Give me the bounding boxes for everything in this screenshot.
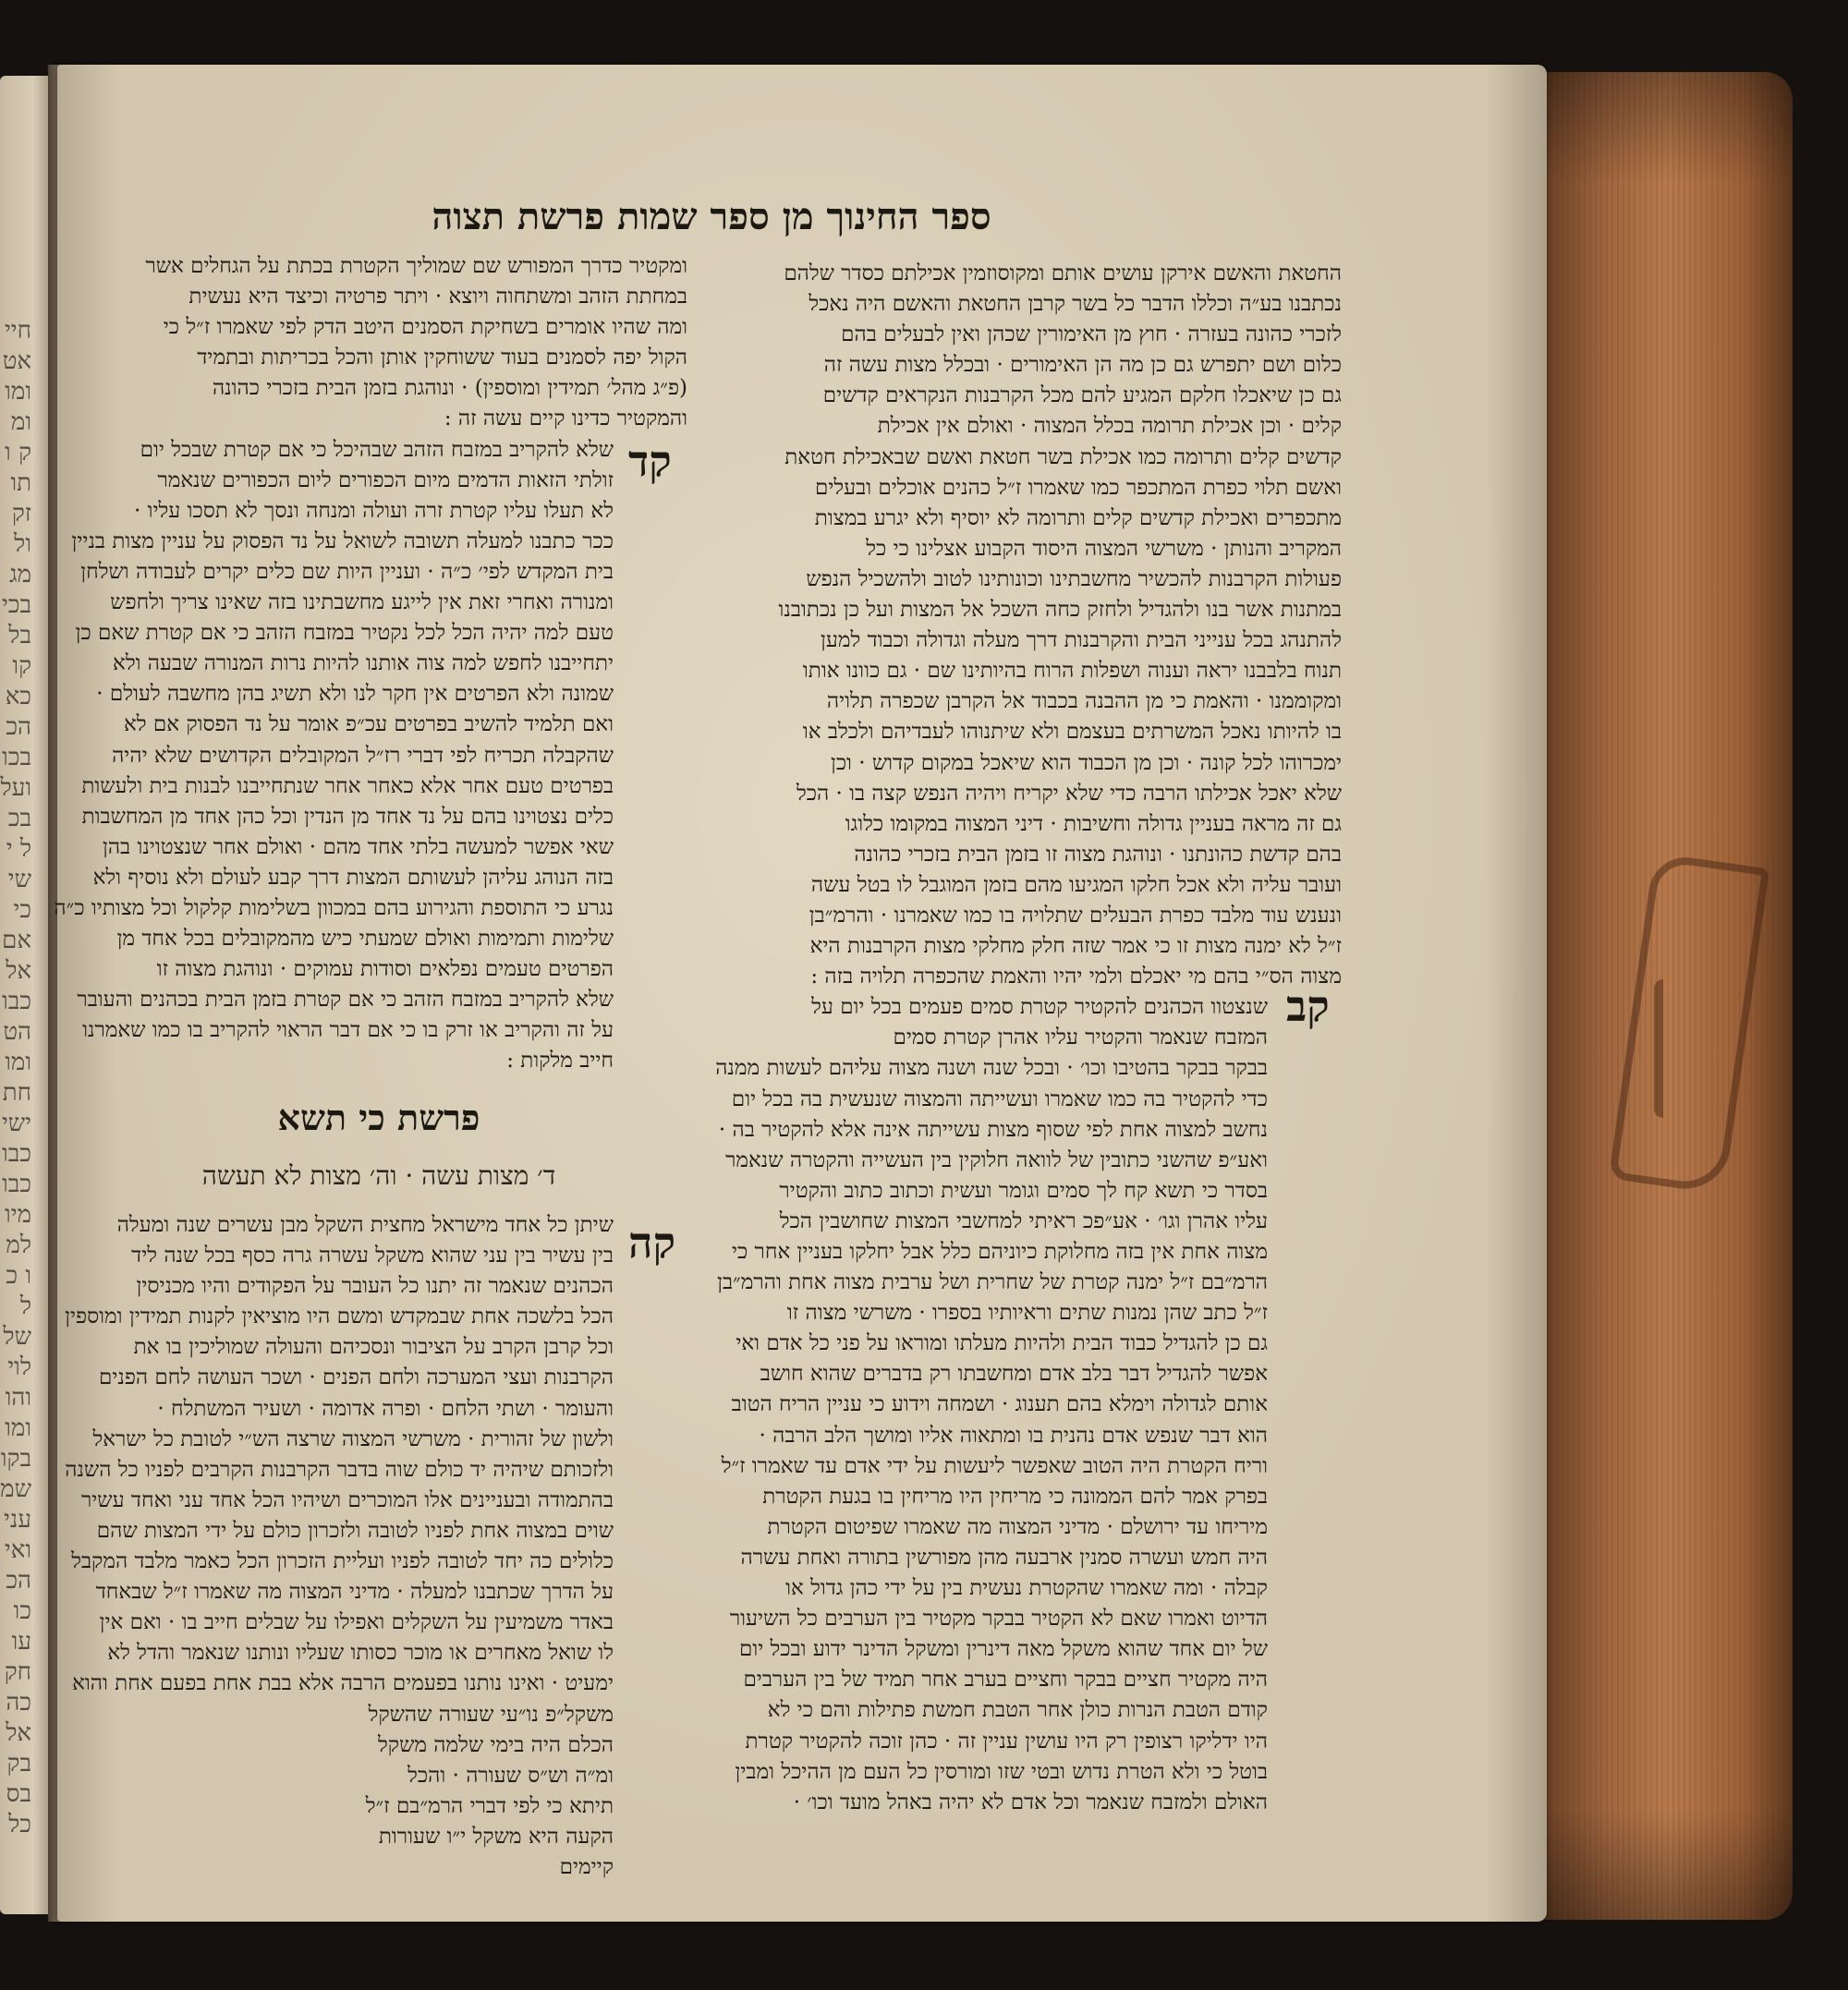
text-line: לו שואל מאחרים או מוכר כסותו שעליו ונותנו שנאמר והדל לא [107, 1641, 614, 1666]
text-line: שהקבלה תכריח לפי דברי רז״ל המקובלים הקדושים שלא יהיה [112, 743, 614, 768]
text-line: והעומר · ושתי הלחם · ופרה אדומה · ושעיר המשתלח · [157, 1396, 614, 1421]
text-line: המקריב והנותן · משרשי המצוה היסוד הקבוע אצלינו כי כל [866, 536, 1342, 561]
right-column [715, 259, 1342, 1814]
text-line: המזבח שנאמר והקטיר עליו אהרן קטרת סמים [893, 1025, 1268, 1050]
text-line: הכלם היה בימי שלמה משקל [378, 1732, 614, 1757]
text-line: של יום אחד שהוא משקל מאה דינרין ומשקל הדינר ידוע ובכל יום [738, 1637, 1268, 1662]
text-line: כלום ושם יתפרש גם כן מה הן האימורים · ובכלל מצות עשה זה [823, 353, 1342, 378]
text-line: ואע״פ שהשני כתובין של לוואה חלוקין בין העשייה והקטרה שנאמר [725, 1147, 1268, 1172]
text-line: וכל קרבן הקרב על הציבור ונסכיהם והעולה שמוליכין בו את [133, 1335, 614, 1360]
text-line: חייב מלקות : [506, 1049, 614, 1074]
text-line: בוטל כי ולא הטרת נדוש ובטי שזו ומורסין כל העם מן ההיכל ומבין [735, 1759, 1268, 1784]
text-line: הוא דבר שנפש אדם נהנית בו ומתאוה אליו ומושך הלב הרבה · [759, 1423, 1268, 1448]
text-line: וריח הקטרת היה הטוב שאפשר ליעשות על ידי אדם עד שאמרו ז״ל [721, 1453, 1268, 1478]
text-line: זולתי הזאות הדמים מיום הכפורים ליום הכפורים שנאמר [157, 467, 614, 492]
text-line: ונענש עוד מלבד כפרת הבעלים שתלויה בו כמו שאמרנו · והרמ״בן [808, 903, 1342, 928]
text-line: תנוח בלבבנו יראה וענוה ושפלות הרוח בהיותינו שם · גם כוונו אותו [802, 659, 1342, 684]
mitzvah-number-104: קד [628, 436, 672, 486]
text-line: פעולות הקרבנות להכשיר מחשבתינו וכונותינו לטוב ולהשכיל הנפש [806, 566, 1342, 591]
text-line: כלולים כה יחד לטובה לפניו ועליית הזכרון הכל כאמר מלבד המקבל [71, 1549, 614, 1574]
text-line: ומנורה ואחרי זאת אין לייגע מחשבתינו בזה שאינו צריך ולחפש [110, 590, 614, 615]
text-line: הרמ״בם ז״ל ימנה קטרת של שחרית ושל ערבית מצוה אחת והרמ״בן [717, 1270, 1268, 1295]
text-line: בזה הנוהג עליהן לעשותם המצות דרך קבע לעולם ולא נוסיף ולא [92, 865, 614, 890]
text-line: מצוה הס״י בהם מי יאכלם ולמי יהיו והאמת שהכפרה תלויה בזה : [810, 965, 1342, 989]
text-line: במחתת הזהב ומשתחוה ויוצא · ויתר פרטיה וכיצד היא נעשית [188, 285, 687, 309]
text-line: הקעה היא משקל י״ו שעורות [378, 1824, 614, 1849]
text-line: לא תעלו עליו קטרת זרה ועולה ומנחה ונסך לא תסכו עליו · [134, 498, 614, 523]
left-column-para-b [54, 435, 687, 1077]
text-line: קיימים [559, 1854, 614, 1879]
text-line: שנצטוו הכהנים להקטיר קטרת סמים פעמים בכל יום על [811, 995, 1268, 1020]
text-line: ואשם תלוי כפרת המתכפר כמו שאמרו ז״ל כהנים אוכלים ובעלים [814, 475, 1342, 500]
text-line: היה מקטיר חציים בבקר וחציים בערב אחר תמיד של בין הערבים [743, 1668, 1268, 1693]
mitzvot-count-heading: ד׳ מצות עשה · וה׳ מצות לא תעשה [201, 1160, 556, 1191]
fore-edge-stamp-stroke [1654, 979, 1719, 1118]
text-line: יתחייבנו לחפש למה צוה אותנו להיות נרות המנורה שבעה ולא [113, 651, 614, 676]
text-line: הכהנים שנאמר זה יתנו כל העובר על הפקודים והיו מכניסין [136, 1274, 614, 1299]
text-line: בין עשיר בין עני שהוא משקל עשרה גרה כסף בכל שנה ליד [131, 1244, 614, 1268]
text-line: מתכפרים ואכילת קדשים קלים ותרומה לא יוסיף ולא יגרע במצות [814, 505, 1342, 530]
text-line: ולזכותם שיהיה יד כולם שוה בדבר הקרבנות הקרבים לפניו כל השנה [65, 1457, 614, 1482]
text-line: שמונה ולא הפרטים אין חקר לנו ולא תשיג בהן מחשבה לעולם · [96, 682, 614, 707]
text-line: נחשב למצוה אחת לפי שסוף מצות עשייתה אינה אלא להקטיר בה · [718, 1117, 1268, 1142]
mitzvah-number-102: קב [1286, 981, 1330, 1031]
left-column-para-c [61, 1210, 687, 1883]
text-line: ומקוממנו · והאמת כי מן ההבנה בכבוד אל הקרבן שכפרה תלויה [826, 689, 1342, 714]
text-line: ככר כתבנו למעלה תשובה לשואל על נד הפסוק על עניין מצות בניין [71, 528, 614, 553]
text-line: בו להיותו נאכל המשרתים בעצמם ולא שיתנוהו לעבדיהם ולכלב או [802, 720, 1342, 745]
text-line: בפרטים טעם אחר אלא כאחר אחר שנתחייבנו לבנות בית ולעשות [81, 773, 614, 798]
right-column-para-b [715, 992, 1342, 1818]
text-line: האולם ולמזבח שנאמר וכל אדם לא יהיה באהל מועד וכו׳ · [793, 1790, 1268, 1814]
text-line: שלא להקריב במזבח הזהב שבהיכל כי אם קטרת שבכל יום [140, 437, 614, 462]
left-column-para-a [61, 251, 687, 435]
parsha-heading: פרשת כי תשא [277, 1097, 480, 1138]
text-line: לזכרי כהונה בעזרה · חוץ מן האימורין שכהן ואין לבעלים בהם [841, 322, 1342, 347]
text-line: על הדרך שכתבנו למעלה · מדיני המצוה מה שאמרו ז״ל שבאחד [95, 1580, 614, 1605]
text-line: שלימות ותמימות ואולם שמעתי כיש מהמקובלים בכל אחד מן [116, 927, 614, 952]
text-line: ומקטיר כדרך המפורש שם שמוליך הקטרת בכתת על הגחלים אשר [145, 254, 687, 278]
text-line: שאי אפשר למעשה בלתי אחד מהם · ואולם אחר שנצטוינו בהן [102, 834, 614, 859]
text-line: טעם למה יהיה הכל לכל נקטיר במזבח הזהב כי אם קטרת שאם כן [75, 621, 614, 646]
text-line: קלים · וכן אכילת תרומה בכלל המצוה · ואולם אין אכילת [877, 414, 1342, 439]
text-line: ולשון של זהורית · משרשי המצוה שרצה הש״י לטובת כל ישראל [92, 1426, 614, 1451]
text-line: עליו אהרן וגו׳ · אע״פכ ראיתי למחשבי המצות שחושבין הכל [779, 1208, 1268, 1233]
text-line: מצוה אחת אין בזה מחלוקת כיוניהם כלל אבל יחלקו בעניין אחר כי [731, 1240, 1268, 1264]
text-line: על זה והקריב או זרק בו כי אם דבר הראוי להקריב בו כמו שאמרנו [82, 1018, 614, 1043]
text-line: נגרע כי התוספת והגירוע בהם במכוון בשלימות קלקול וכל מצותיו כ״ה [54, 895, 614, 920]
text-line: ימעיט · ואינו נותנו בפעמים הרבה אלא בבת אחת בפעם אחת והוא [72, 1671, 614, 1696]
text-line: גם כן שיאכלו חלקם המגיע להם מכל הקרבנות הנקראים קדשים [822, 383, 1342, 408]
text-line: להתנהג בכל ענייני הבית והקרבנות דרך מעלה וגדולה וכבוד למען [821, 628, 1342, 653]
text-line: בית המקדש לפי׳ כ״ה · ועניין היות שם כלים יקרים לעבודה ושלחן [80, 559, 614, 584]
left-column-top [54, 251, 687, 1074]
text-line: (פ״ג מהל׳ תמידין ומוספין) · ונוהגת בזמן הבית בזכרי כהונה [212, 376, 687, 401]
text-line: ומה שהיו אומרים בשחיקת הסמנים היטב הדק לפי שאמרו ז״ל כי [163, 315, 687, 340]
text-line: שלא להקריב במזבח הזהב כי אם קטרת בזמן הבית בכהנים והעובר [77, 988, 614, 1013]
text-line: גם כן להגדיל כבוד הבית ולהיות מעלתו ומוראו על פני כל אדם ואי [736, 1331, 1268, 1356]
text-line: קדשים קלים ותרומה כמו אכילת בשר חטאת ואשם שבאכילת חטאת [784, 444, 1342, 469]
text-line: בסדר כי תשא קח לך סמים וגומר ועשית וכתוב כתוב והקטיר [779, 1178, 1268, 1203]
text-line: מיריחו עד ירושלם · מדיני המצוה מה שאמרו שפיטום הקטרת [767, 1514, 1268, 1539]
text-line: החטאת והאשם אירקן עושים אותם ומקוסוזמין אכילתם כסדר שלהם [784, 261, 1342, 285]
text-line: אפשר להגדיל דבר בלב אדם ומחשבתו רק בדברים שהוא חושב [760, 1362, 1268, 1387]
text-line: בבקר בבקר בהטיבו וכו׳ · ובכל שנה ושנה מצוה עליהם לעשות ממנה [715, 1056, 1268, 1081]
text-line: אותם לגדולה וימלא בהם תענוג · ושמחה וידוע כי עניין הריח הטוב [731, 1392, 1268, 1417]
text-line: בהתמודה ובעניינים אלו המוכרים ושיהיו הכל אחד עני ואחד עשיר [80, 1487, 614, 1512]
text-line: שוים במצוה אחת לפניו לטובה ולזכרון כולם על ידי המצות שהם [96, 1518, 614, 1543]
text-line: כלים נצטוינו בהם על נד אחד מן הנדין וכל כהן אחד מן המחשבות [81, 804, 614, 829]
text-line: ז״ל לא ימנה מצות זו כי אמר שזה חלק מחלקי מצות הקרבנות היא [809, 934, 1342, 959]
text-line: שיתן כל אחד מישראל מחצית השקל מבן עשרים שנה ומעלה [116, 1213, 614, 1237]
text-line: נכתבנו בע״ה וכללו הדבר כל בשר קרבן החטאת והאשם היה נאכל [808, 292, 1342, 317]
text-line: הכל בלשכה אחת שבמקדש ומשם היו מוציאין לקנות תמידין ומוספין [65, 1304, 614, 1329]
right-column-para-a [723, 259, 1342, 992]
text-line: הקרבנות ועצי המערכה ולחם הפנים · ושכר העושה לחם הפנים [98, 1365, 614, 1390]
text-line: במתנות אשר בנו ולהגדיל ולחזק כחה השכל אל המצות ועל כן נכתובנו [778, 598, 1342, 623]
text-line: גם זה מראה בעניין גדולה וחשיבות · דיני המצוה במקומו כלוגו [845, 811, 1342, 836]
text-line: הפרטים טעמים נפלאים וסודות עמוקים · ונוהגת מצוה זו [156, 957, 614, 982]
text-line: באדר משמיעין על השקלים ואפילו על שבלים חייב בו · ואם אין [99, 1610, 614, 1635]
text-line: בהם קדשת כהונתנו · ונוהגת מצוה זו בזמן הבית בזכרי כהונה [854, 842, 1342, 867]
running-head: ספר החינוך מן ספר שמות פרשת תצוה [432, 195, 991, 238]
text-line: משקל״פ נו״עי שעורה שהשקל [368, 1702, 614, 1727]
mitzvah-number-105: קה [628, 1218, 676, 1268]
text-line: קבלה · ומה שאמרו שהקטרת נעשית בין על ידי כהן גדול או [785, 1576, 1268, 1601]
text-line: הדיוט ואמרו שאם לא הקטיר בבקר מקטיר בין הערבים כל השיעור [729, 1607, 1268, 1632]
text-line: ואם תלמיד להשיב בפרטים עכ״פ אומר על נד הפסוק אם לא [123, 712, 614, 737]
left-column-bottom [61, 1210, 687, 1879]
text-line: שלא יאכל אכילתו הרבה כדי שלא יקריח ויהיה הנפש קצה בו · הכל [796, 781, 1342, 806]
text-line: ומ״ה וש״ס שעורה · והכל [407, 1763, 614, 1788]
text-line: הקול יפה לסמנים בעוד ששוחקין אותן והכל בכריתות ובתמיד [197, 346, 687, 370]
text-line: היו ידליקו רצופין רק היו עושין עניין זה · כהן זוכה להקטיר קטרת [745, 1729, 1268, 1753]
text-line: קודם הטבת הנרות כולן אחר הטבת חמשת פתילות והם כי לא [767, 1698, 1268, 1723]
text-line: ז״ל כתב שהן נמנות שתים וראיותיו בספרו · משרשי מצוה זו [786, 1301, 1268, 1326]
text-line: כדי להקטיר בה כמו שאמרו ועשייתה והמצוה שנעשית בה בכל יום [731, 1086, 1268, 1111]
text-line: תיתא כי לפי דברי הרמ״בם ז״ל [365, 1793, 614, 1818]
text-line: בפרק אמר להם הממונה כי מריחין היו מריחין בו בגעת הקטרת [762, 1484, 1268, 1509]
text-line: ימכרוהו לכל קונה · וכן מן הכבוד הוא שיאכל במקום קדוש · וכן [830, 750, 1342, 775]
text-line: ועובר עליה ולא אכל חלקו המגיעו מהם בזמן המוגבל לו בטל עשה [810, 872, 1342, 897]
text-line: והמקטיר כדינו קיים עשה זה : [444, 406, 687, 431]
left-page-text-sliver: חיי אט ומו ומק ותו זק ול מג בכי בל קו כא הכ בכו ועל בכל ישי כי אם אל כבו הט ומו חת ישי כבו כבו מיו למו כל של לוי והו ומו בקו שמ עני ואי הכ כו עו חק כה אל בק בס כל [0, 317, 31, 1838]
text-line: היה חמש ועשרה סמנין ארבעה מהן מפורשין בתורה ואחת עשרה [740, 1545, 1268, 1570]
